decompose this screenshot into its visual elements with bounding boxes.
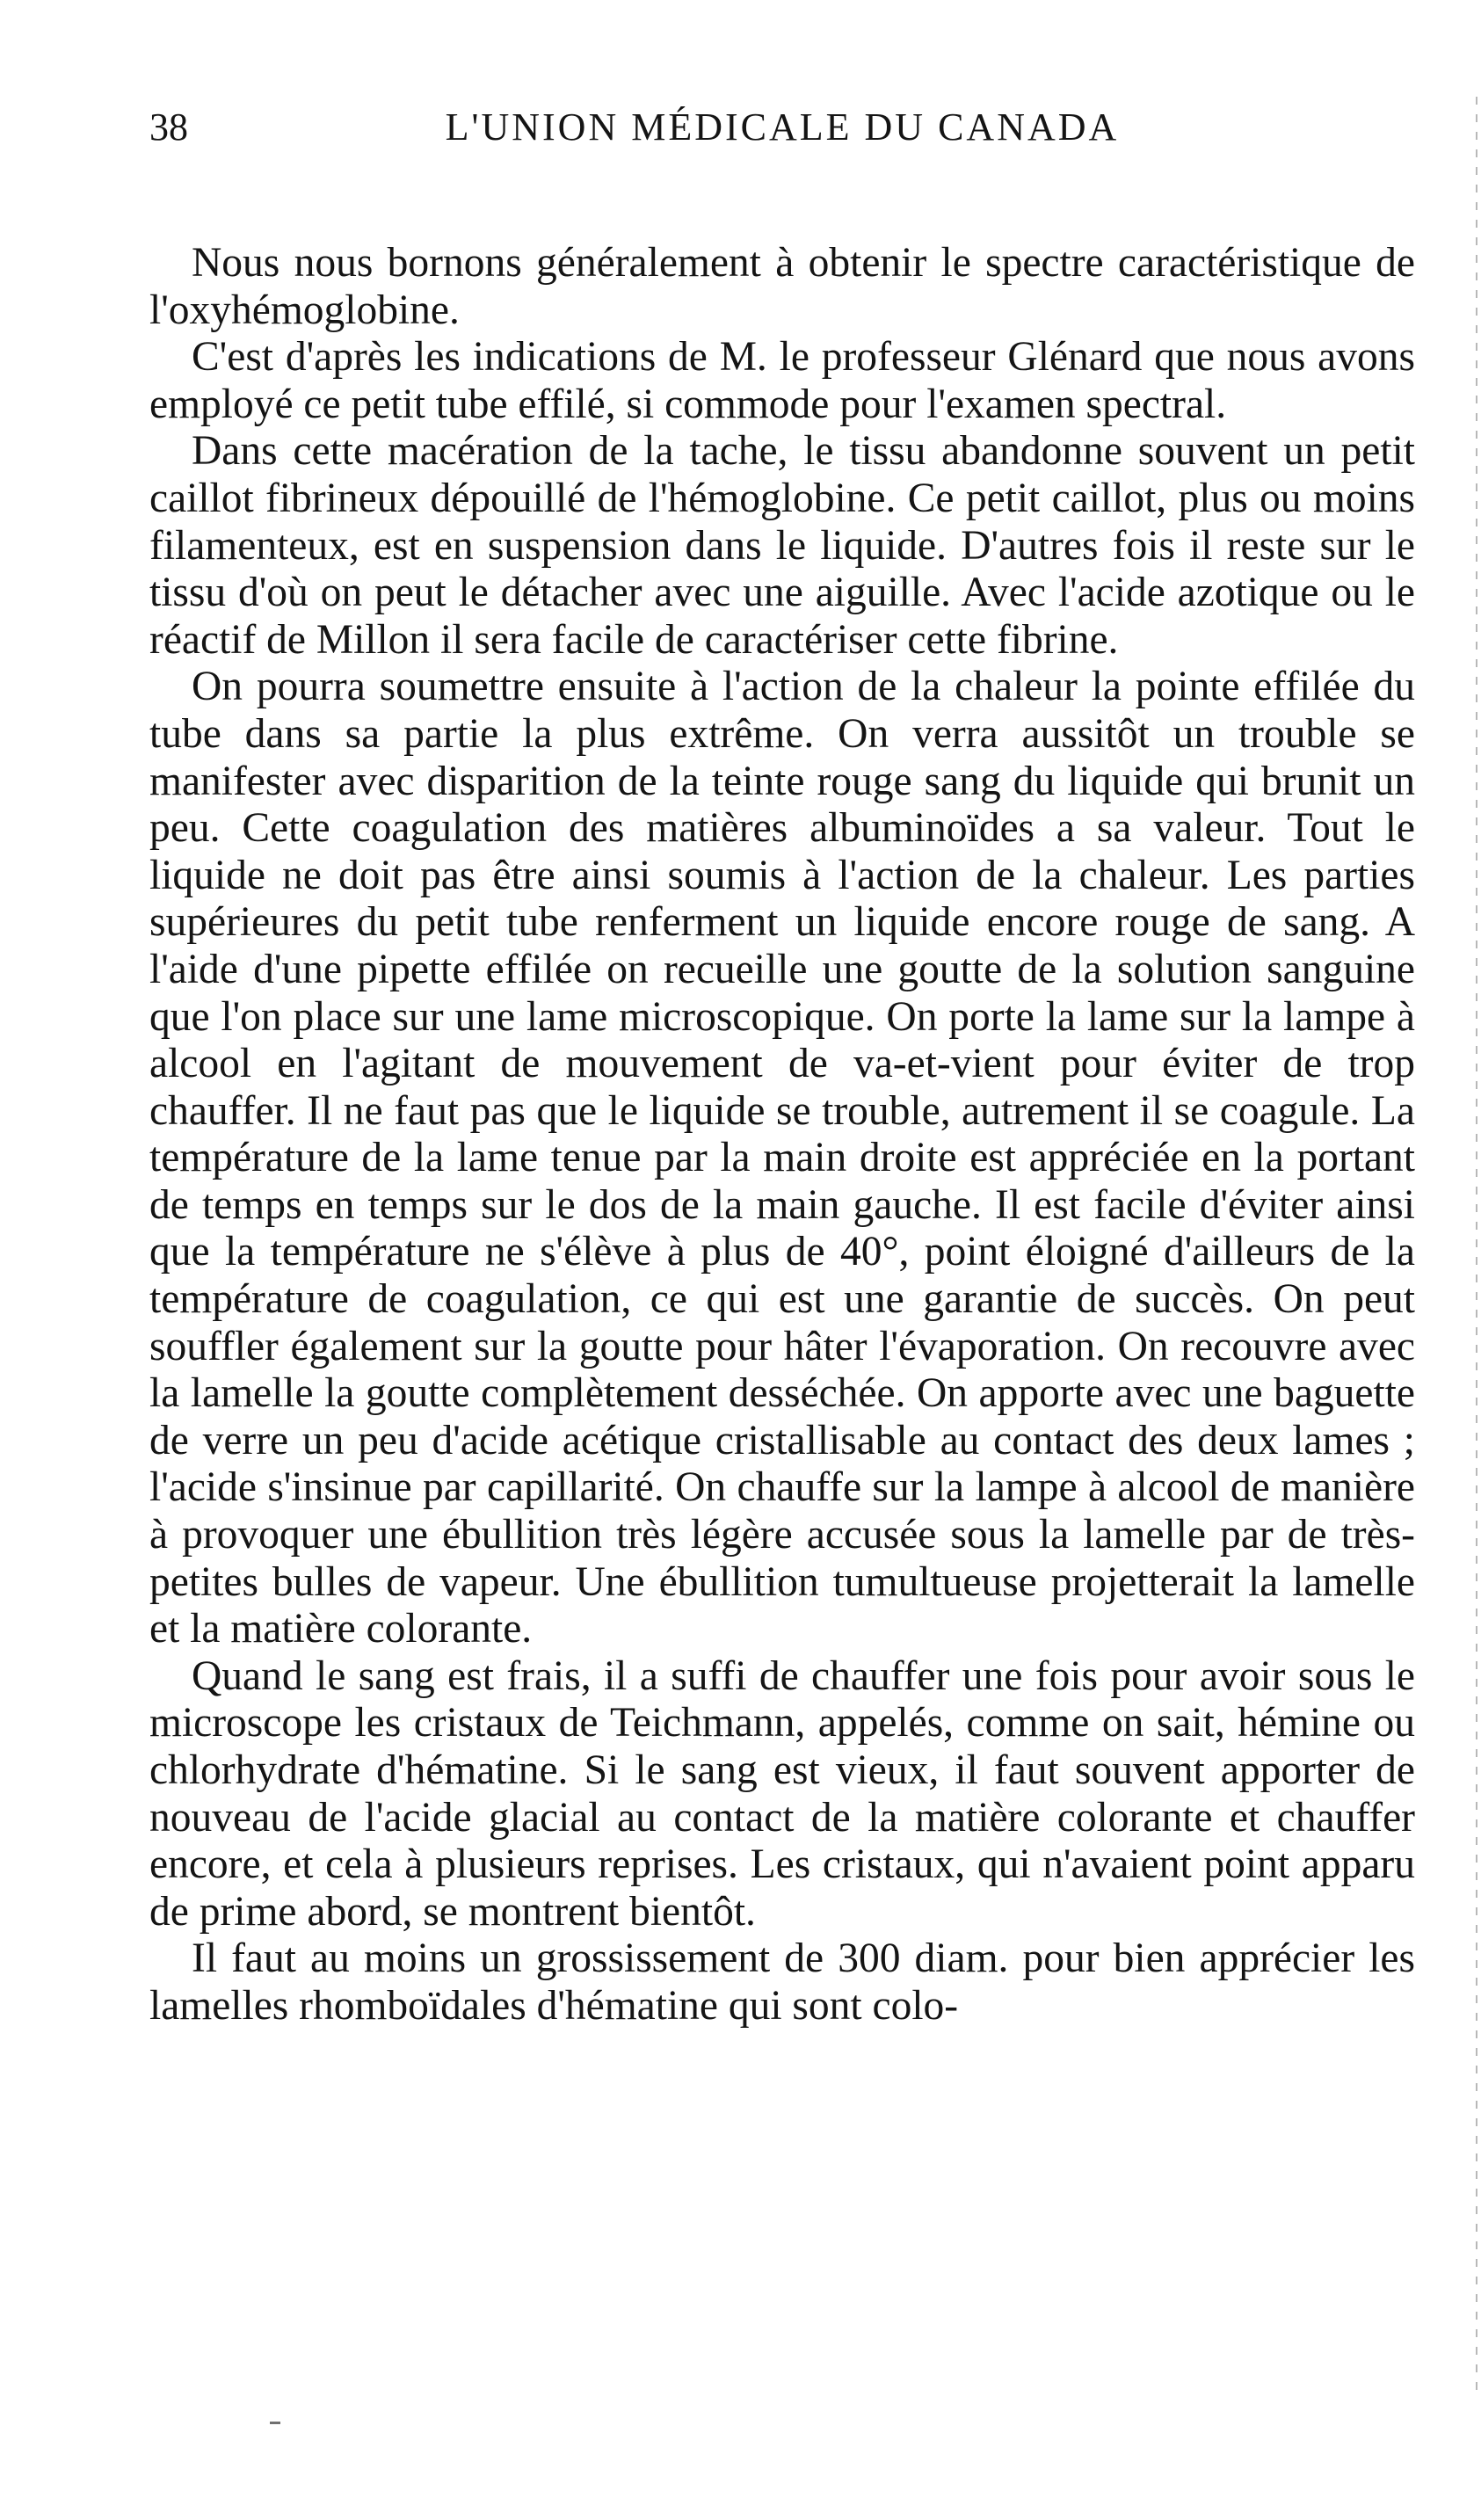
paragraph-maceration: Dans cette macération de la tache, le tissu abandonne souvent un petit caillot fibrineux dépouillé de l'hémoglobine. Ce petit caillot, plus ou moins filamenteux, est en suspension dans le liquide. D'autres fois il reste sur le tissu d'où on peut le détacher avec une aiguille. Avec l'acide azotique ou le réactif de Millon il sera facile de caractériser cette fibrine. [149, 428, 1415, 663]
stray-ink-mark [270, 2422, 280, 2424]
running-head [149, 101, 1415, 154]
paragraph-glenard-tube: C'est d'après les indications de M. le professeur Glénard que nous avons employé ce petit tube effilé, si commode pour l'examen spectral. [149, 334, 1415, 427]
document-page [149, 101, 1415, 2030]
paragraph-heating: On pourra soumettre ensuite à l'action de la chaleur la pointe effilée du tube dans sa partie la plus extrême. On verra aussitôt un trouble se manifester avec disparition de la teinte rouge sang du liquide qui brunit un peu. Cette coagulation des matières albuminoïdes a sa valeur. Tout le liquide ne doit pas être ainsi soumis à l'action de la chaleur. Les parties supérieures du petit tube renferment un liquide encore rouge de sang. A l'aide d'une pipette effilée on recueille une goutte de la solution sanguine que l'on place sur une lame microscopique. On porte la lame sur la lampe à alcool en l'agitant de mouvement de va-et-vient pour éviter de trop chauffer. Il ne faut pas que le liquide se trouble, autrement il se coagule. La température de la lame tenue par la main droite est appréciée en la portant de temps en temps sur le dos de la main gauche. Il est facile d'éviter ainsi que la température ne s'élève à plus de 40°, point éloigné d'ailleurs de la température de coagulation, ce qui est une garantie de succès. On peut souffler également sur la goutte pour hâter l'évaporation. On recouvre avec la lamelle la goutte complètement desséchée. On apporte avec une baguette de verre un peu d'acide acétique cristallisable au contact des deux lames ; l'acide s'insinue par capillarité. On chauffe sur la lampe à alcool de manière à provoquer une ébullition très légère accusée sous la lamelle par de très-petites bulles de vapeur. Une ébullition tumultueuse projetterait la lamelle et la matière colorante. [149, 664, 1415, 1652]
paragraph-oxyhemoglobin: Nous nous bornons généralement à obtenir le spectre caractéristique de l'oxyhémoglobine. [149, 240, 1415, 333]
page-edge-rule [1476, 97, 1477, 2400]
body-text [149, 240, 1415, 2030]
journal-title: L'UNION MÉDICALE DU CANADA [445, 105, 1120, 149]
page-number: 38 [149, 105, 188, 149]
paragraph-fresh-blood: Quand le sang est frais, il a suffi de chauffer une fois pour avoir sous le microscope les cristaux de Teichmann, appelés, comme on sait, hémine ou chlorhydrate d'hématine. Si le sang est vieux, il faut souvent apporter de nouveau de l'acide glacial au contact de la matière colorante et chauffer encore, et cela à plusieurs reprises. Les cristaux, qui n'avaient point apparu de prime abord, se montrent bientôt. [149, 1652, 1415, 1935]
paragraph-magnification: Il faut au moins un grossissement de 300 diam. pour bien apprécier les lamelles rhomboïdales d'hématine qui sont colo- [149, 1935, 1415, 2029]
